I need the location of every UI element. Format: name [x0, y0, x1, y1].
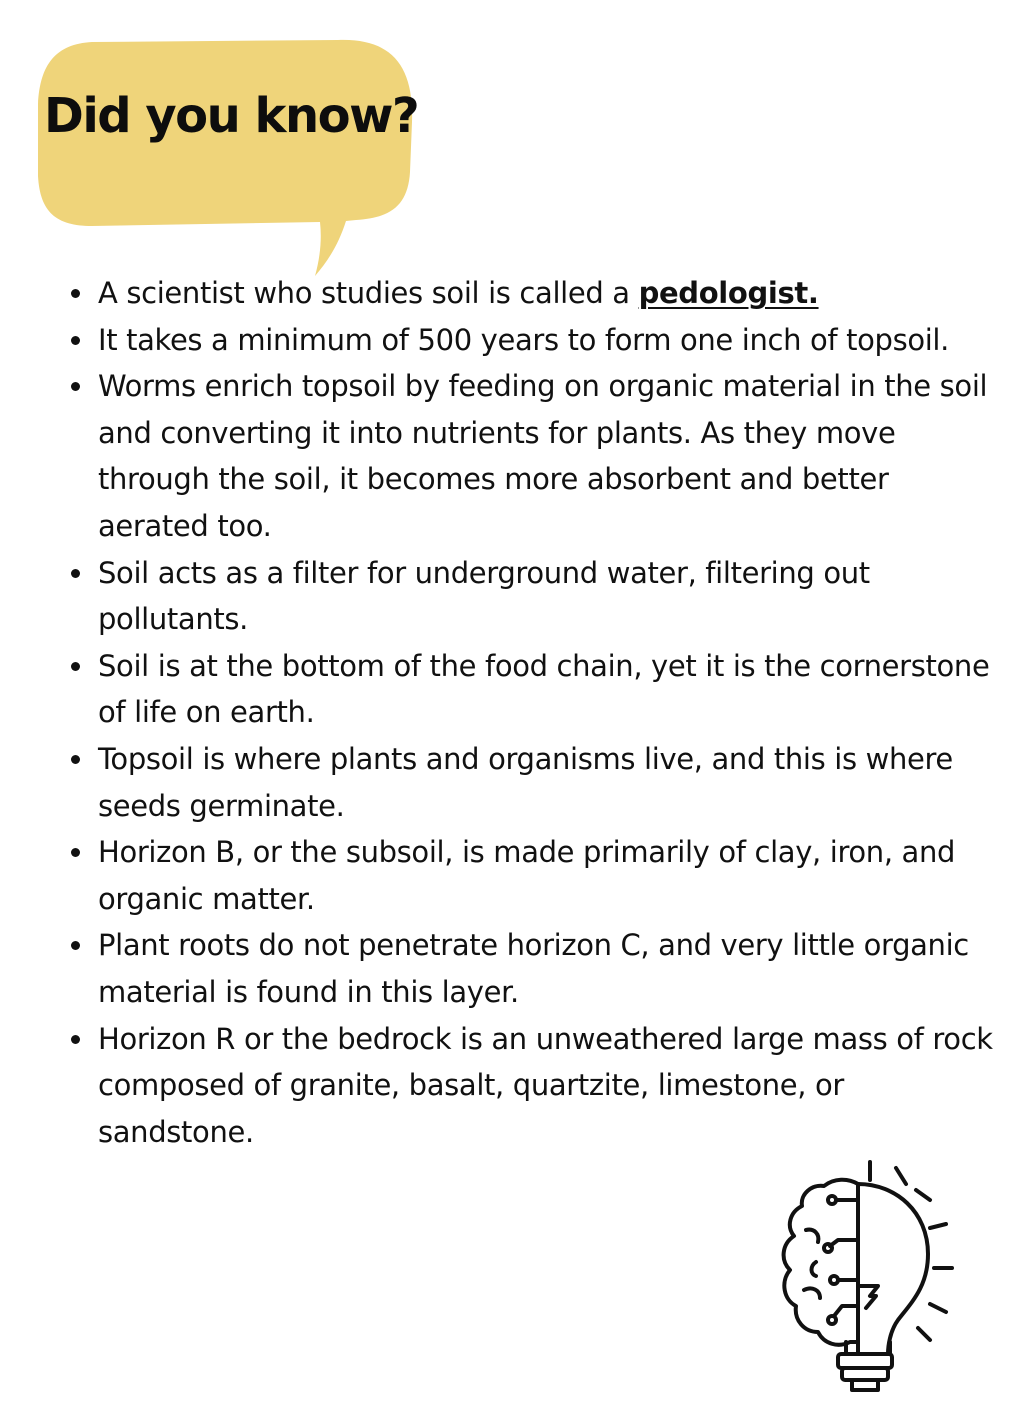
brain-fold: [804, 1288, 820, 1298]
bullet-icon: [71, 1035, 80, 1044]
bullet-icon: [71, 382, 80, 391]
speech-bubble: [0, 0, 440, 290]
speech-bubble-shape: [0, 0, 440, 290]
fact-text: Soil is at the bottom of the food chain, yet it is the cornerstone of life on earth.: [98, 648, 990, 730]
bubble-fill: [38, 40, 412, 276]
bulb-base-ring: [838, 1354, 892, 1368]
fact-text: Worms enrich topsoil by feeding on organic material in the soil and converting it into nutrients for plants. As they move through the soil, it becomes more absorbent and better aerated too.: [98, 369, 988, 543]
brain-lightbulb-icon: [766, 1150, 966, 1400]
fact-text: It takes a minimum of 500 years to form one inch of topsoil.: [98, 322, 950, 357]
fact-text: Soil acts as a filter for underground water, filtering out pollutants.: [98, 555, 870, 637]
fact-text: Plant roots do not penetrate horizon C, and very little organic material is found in this layer.: [98, 928, 969, 1009]
bulb-filament: [858, 1286, 878, 1308]
bullet-icon: [71, 941, 80, 950]
bullet-icon: [71, 662, 80, 671]
fact-item-worms: [66, 363, 996, 549]
fact-item-food-chain: [66, 643, 996, 736]
page-title: Did you know?: [44, 88, 419, 144]
bullet-icon: [71, 848, 80, 857]
fact-item-topsoil-life: [66, 736, 996, 829]
brain-fold: [812, 1262, 817, 1276]
fact-item-topsoil-formation: [66, 317, 996, 364]
brain-fold: [806, 1230, 818, 1242]
bullet-icon: [71, 755, 80, 764]
fact-item-horizon-r: [66, 1016, 996, 1156]
fact-item-pedologist: [66, 270, 996, 317]
brain-circuit-line: [830, 1240, 858, 1246]
fact-item-horizon-c: [66, 922, 996, 1015]
brain-circuit-line: [834, 1306, 858, 1316]
bullet-icon: [71, 289, 80, 298]
bulb-base-ring: [842, 1368, 888, 1380]
fact-text: Horizon B, or the subsoil, is made primarily of clay, iron, and organic matter.: [98, 835, 956, 916]
fact-text: Horizon R or the bedrock is an unweathered large mass of rock composed of granite, basalt, quartzite, limestone, or sandstone.: [98, 1021, 993, 1149]
fact-item-horizon-b: [66, 829, 996, 922]
fact-keyword-pedologist: pedologist.: [638, 276, 819, 310]
fact-text: A scientist who studies soil is called a: [98, 276, 639, 310]
bullet-icon: [71, 336, 80, 345]
brain-outline: [784, 1180, 858, 1345]
facts-list: [66, 270, 996, 1155]
fact-item-water-filter: [66, 550, 996, 643]
fact-text: Topsoil is where plants and organisms live, and this is where seeds germinate.: [98, 741, 953, 823]
brain-lightbulb-drawing: [766, 1150, 966, 1400]
bullet-icon: [71, 569, 80, 578]
